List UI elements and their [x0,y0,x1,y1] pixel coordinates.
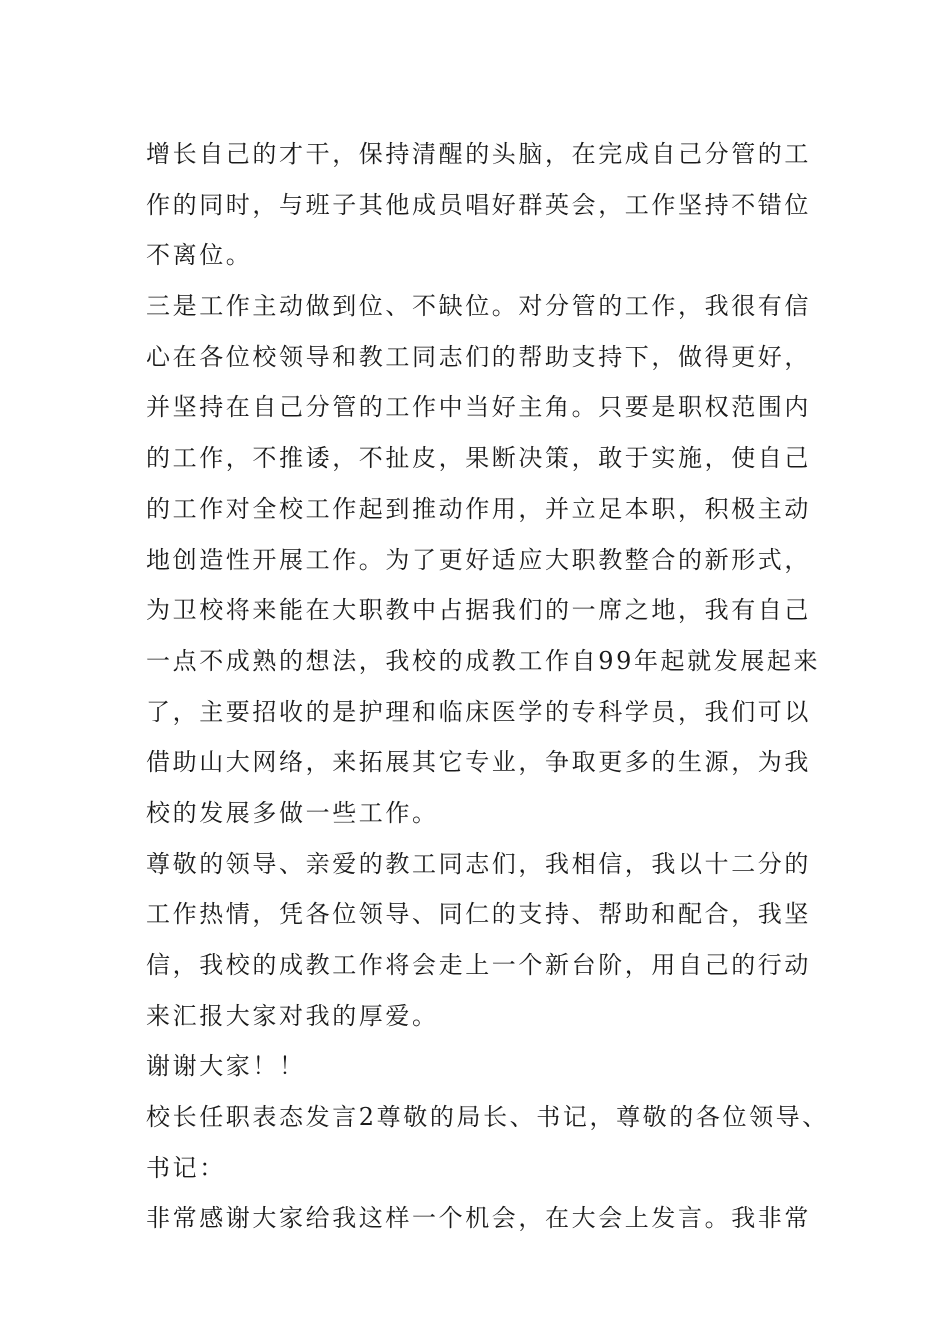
text-line: 信，我校的成教工作将会走上一个新台阶，用自己的行动 [146,951,811,979]
text-line: 的工作，不推诿，不扯皮，果断决策，敢于实施，使自己 [146,444,811,473]
text-line: 来汇报大家对我的厚爱。 [146,1001,439,1030]
text-line: 作的同时，与班子其他成员唱好群英会，工作坚持不错位 [146,190,811,219]
document-body [146,129,829,1244]
text-line: 一点不成熟的想法，我校的成教工作自99年起就发展起来 [146,646,821,675]
text-line: 心在各位校领导和教工同志们的帮助支持下，做得更好， [146,342,811,371]
text-line: 并坚持在自己分管的工作中当好主角。只要是职权范围内 [146,393,811,422]
text-line: 书记： [146,1153,226,1182]
text-line: 非常感谢大家给我这样一个机会，在大会上发言。我非常 [146,1204,811,1233]
text-line: 了，主要招收的是护理和临床医学的专科学员，我们可以 [146,697,811,726]
text-line: 地创造性开展工作。为了更好适应大职教整合的新形式， [146,545,811,574]
text-line: 尊敬的领导、亲爱的教工同志们，我相信，我以十二分的 [146,849,811,878]
text-line: 谢谢大家！！ [146,1052,306,1081]
text-line: 校的发展多做一些工作。 [146,798,439,827]
text-line: 的工作对全校工作起到推动作用，并立足本职，积极主动 [146,494,811,523]
text-line: 不离位。 [146,241,253,270]
text-line: 为卫校将来能在大职教中占据我们的一席之地，我有自己 [146,596,811,625]
text-line: 增长自己的才干，保持清醒的头脑，在完成自己分管的工 [146,140,811,168]
text-line: 工作热情，凭各位领导、同仁的支持、帮助和配合，我坚 [146,900,811,929]
text-line: 三是工作主动做到位、不缺位。对分管的工作，我很有信 [146,292,811,321]
text-line: 校长任职表态发言2尊敬的局长、书记，尊敬的各位领导、 [146,1103,829,1132]
text-line: 借助山大网络，来拓展其它专业，争取更多的生源，为我 [146,748,811,777]
